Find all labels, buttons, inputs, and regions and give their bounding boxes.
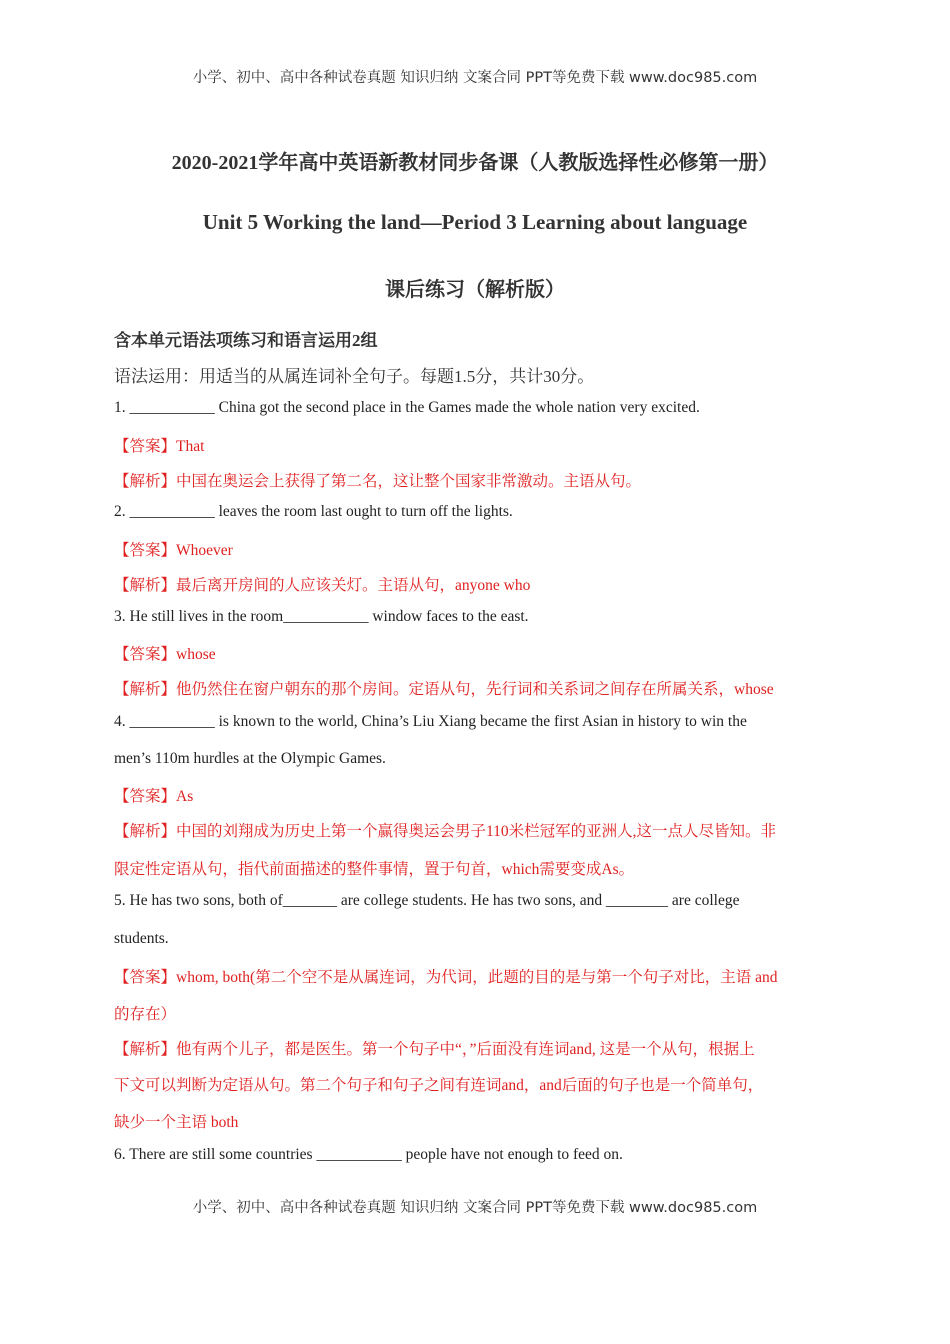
question-5-line-1: 5. He has two sons, both of_______ are college students. He has two sons, and ________ are college: [114, 892, 740, 909]
analysis-4-line-2: 限定性定语从句，指代前面描述的整件事情，置于句首，which需要变成As。: [114, 861, 635, 878]
answer-3: 【答案】whose: [114, 646, 216, 663]
exercise-title: 课后练习（解析版）: [385, 279, 565, 301]
unit-title: Unit 5 Working the land—Period 3 Learning about language: [202, 210, 748, 234]
answer-2: 【答案】Whoever: [114, 542, 233, 559]
question-6: 6. There are still some countries ___________ people have not enough to feed on.: [114, 1146, 623, 1163]
question-4-line-1: 4. ___________ is known to the world, China’s Liu Xiang became the first Asian in history to win the: [114, 713, 747, 730]
analysis-5-line-1: 【解析】他有两个儿子，都是医生。第一个句子中“，”后面没有连词and, 这是一个从句，根据上: [114, 1041, 755, 1058]
page-footer: 小学、初中、高中各种试卷真题 知识归纳 文案合同 PPT等免费下载 www.doc985.com: [192, 1200, 758, 1216]
answer-5-line-2: 的存在）: [114, 1006, 177, 1023]
instruction: 语法运用：用适当的从属连词补全句子。每题1.5分，共计30分。: [114, 367, 595, 386]
analysis-3: 【解析】他仍然住在窗户朝东的那个房间。定语从句，先行词和关系词之间存在所属关系，whose: [114, 681, 774, 698]
document-title: 2020-2021学年高中英语新教材同步备课（人教版选择性必修第一册）: [171, 152, 779, 174]
question-5-line-2: students.: [114, 930, 169, 947]
question-1: 1. ___________ China got the second place in the Games made the whole nation very excited.: [114, 399, 700, 416]
analysis-4-line-1: 【解析】中国的刘翔成为历史上第一个赢得奥运会男子110米栏冠军的亚洲人,这一点人尽皆知。非: [114, 823, 777, 840]
analysis-5-line-3: 缺少一个主语 both: [114, 1114, 239, 1131]
question-2: 2. ___________ leaves the room last ought to turn off the lights.: [114, 503, 513, 520]
question-4-line-2: men’s 110m hurdles at the Olympic Games.: [114, 750, 386, 767]
answer-5-line-1: 【答案】whom, both(第二个空不是从属连词，为代词，此题的目的是与第一个句子对比，主语 and: [114, 969, 778, 986]
analysis-5-line-2: 下文可以判断为定语从句。第二个句子和句子之间有连词and，and后面的句子也是一个简单句，: [114, 1077, 764, 1094]
answer-1: 【答案】That: [114, 438, 205, 455]
page-header: 小学、初中、高中各种试卷真题 知识归纳 文案合同 PPT等免费下载 www.doc985.com: [192, 70, 758, 86]
section-subtitle: 含本单元语法项练习和语言运用2组: [114, 331, 378, 350]
answer-4: 【答案】As: [114, 788, 194, 805]
analysis-1: 【解析】中国在奥运会上获得了第二名，这让整个国家非常激动。主语从句。: [114, 473, 642, 490]
question-3: 3. He still lives in the room___________ window faces to the east.: [114, 608, 529, 625]
analysis-2: 【解析】最后离开房间的人应该关灯。主语从句，anyone who: [114, 577, 531, 594]
